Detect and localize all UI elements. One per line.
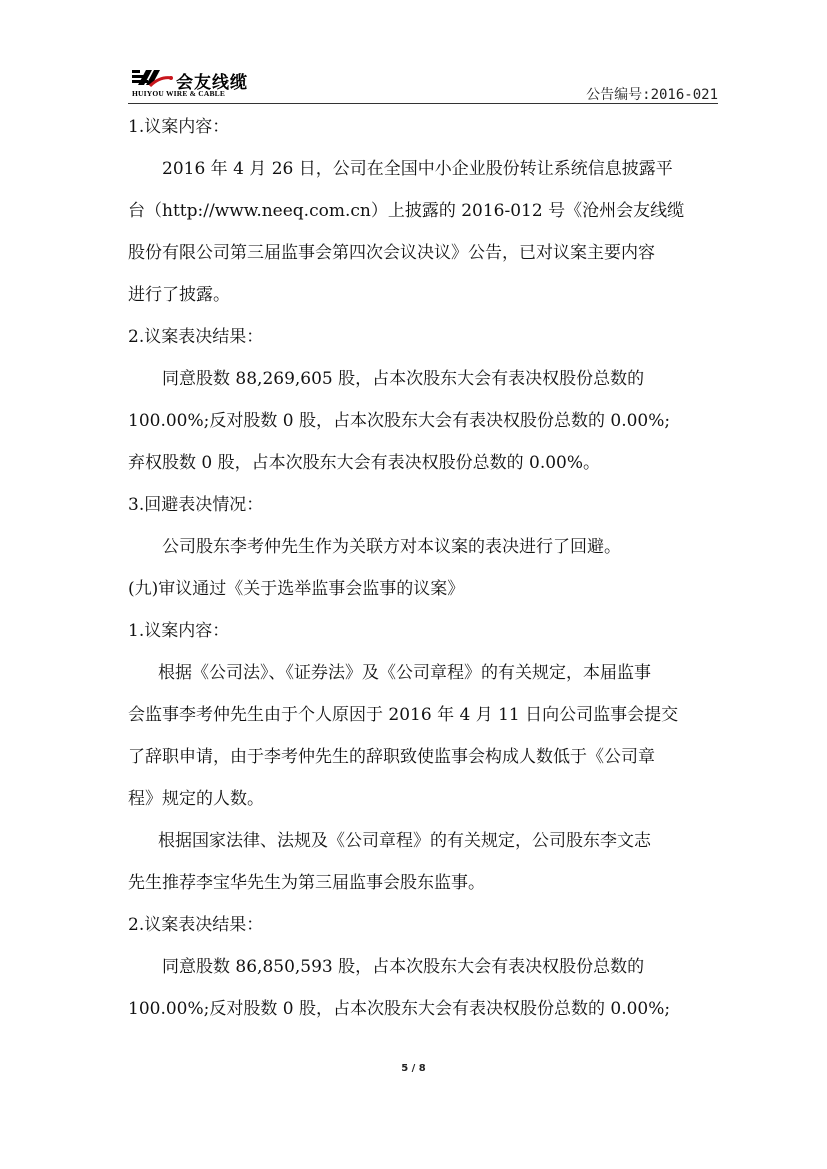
paragraph-line: 弃权股数 0 股，占本次股东大会有表决权股份总数的 0.00%。 [128,453,601,473]
page-header [128,62,718,102]
paragraph-line: 了辞职申请，由于李考仲先生的辞职致使监事会构成人数低于《公司章 [128,747,655,767]
page-number: 5 / 8 [401,1063,426,1074]
paragraph-line: 会监事李考仲先生由于个人原因于 2016 年 4 月 11 日向公司监事会提交 [128,705,679,725]
announcement-number: 公告编号:2016-021 [586,87,718,103]
section-heading: 2.议案表决结果： [128,327,264,347]
paragraph-line: 100.00%;反对股数 0 股，占本次股东大会有表决权股份总数的 0.00%; [128,411,671,431]
section-heading: 3.回避表决情况： [128,495,264,515]
section-heading: 1.议案内容： [128,621,230,641]
paragraph-line: 根据《公司法》、《证券法》及《公司章程》的有关规定，本届监事 [158,663,651,683]
logo-chinese-name: 会友线缆 [176,73,248,93]
paragraph-line: 100.00%;反对股数 0 股，占本次股东大会有表决权股份总数的 0.00%; [128,999,671,1019]
document-body [128,110,718,1027]
paragraph-line: 公司股东李考仲先生作为关联方对本议案的表决进行了回避。 [162,537,621,557]
item-heading: (九)审议通过《关于选举监事会监事的议案》 [128,579,465,599]
section-heading: 2.议案表决结果： [128,915,264,935]
paragraph-line: 进行了披露。 [128,285,230,305]
section-heading: 1.议案内容： [128,117,230,137]
logo-mark-icon [130,68,174,88]
paragraph-line: 股份有限公司第三届监事会第四次会议决议》公告，已对议案主要内容 [128,243,655,263]
company-logo [128,66,288,100]
paragraph-line: 程》规定的人数。 [128,789,264,809]
paragraph-line: 台（http://www.neeq.com.cn）上披露的 2016-012 号《沧州会友线缆 [128,201,685,221]
paragraph-line: 同意股数 88,269,605 股，占本次股东大会有表决权股份总数的 [162,369,645,389]
paragraph-line: 根据国家法律、法规及《公司章程》的有关规定，公司股东李文志 [158,831,651,851]
paragraph-line: 2016 年 4 月 26 日，公司在全国中小企业股份转让系统信息披露平 [162,159,673,179]
paragraph-line: 同意股数 86,850,593 股，占本次股东大会有表决权股份总数的 [162,957,645,977]
paragraph-line: 先生推荐李宝华先生为第三届监事会股东监事。 [128,873,485,893]
header-divider [128,103,718,104]
logo-english-name: HUIYOU WIRE & CABLE [132,89,226,98]
